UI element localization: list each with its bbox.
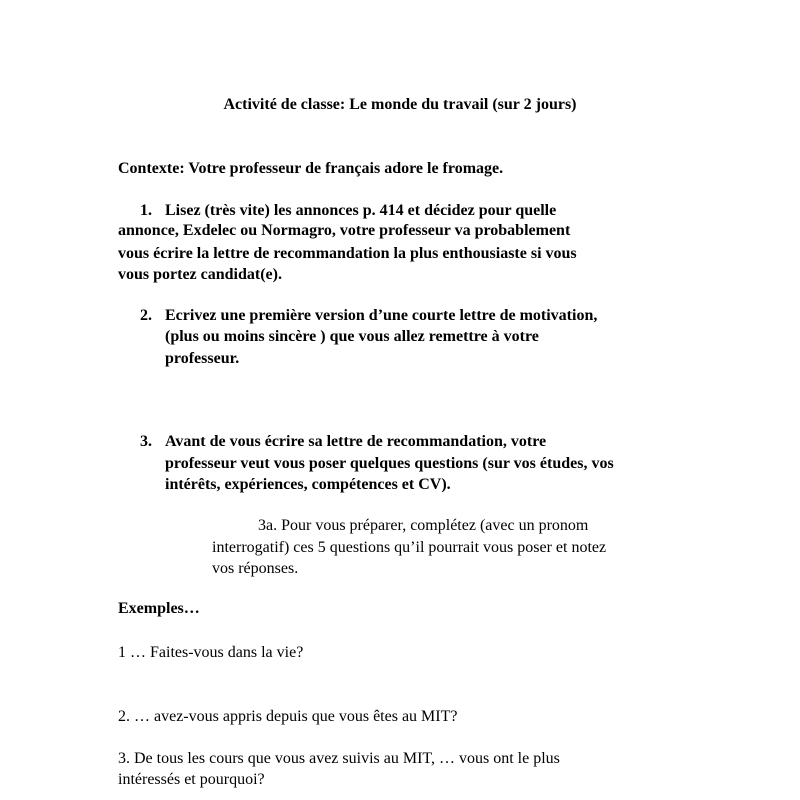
task-3-line: intérêts, expériences, compétences et CV). — [165, 476, 451, 493]
task-1-line: vous portez candidat(e). — [118, 266, 282, 283]
examples-heading: Exemples… — [118, 600, 200, 617]
example-item: 1 … Faites-vous dans la vie? — [118, 644, 304, 661]
example-item: 2. … avez-vous appris depuis que vous êtes au MIT? — [118, 708, 458, 725]
page-title: Activité de classe: Le monde du travail (sur 2 jours) — [223, 96, 577, 113]
task-1-line: vous écrire la lettre de recommandation la plus enthousiaste si vous — [118, 245, 577, 262]
example-item: 3. De tous les cours que vous avez suivis au MIT, … vous ont le plus — [118, 750, 560, 767]
task-2-line: (plus ou moins sincère ) que vous allez remettre à votre — [165, 328, 539, 345]
task-1-line: annonce, Exdelec ou Normagro, votre professeur va probablement — [118, 222, 571, 239]
task-3a-line: vos réponses. — [212, 560, 299, 577]
task-2-line: Ecrivez une première version d’une courte lettre de motivation, — [165, 307, 598, 324]
task-3-line: Avant de vous écrire sa lettre de recommandation, votre — [165, 433, 547, 450]
task-2-line: professeur. — [165, 350, 240, 367]
context-line: Contexte: Votre professeur de français adore le fromage. — [118, 160, 504, 177]
example-item: intéressés et pourquoi? — [118, 771, 265, 788]
task-1-line: Lisez (très vite) les annonces p. 414 et décidez pour quelle — [165, 202, 557, 219]
task-1-number: 1. — [140, 202, 152, 219]
task-3a-line: interrogatif) ces 5 questions qu’il pourrait vous poser et notez — [212, 539, 607, 556]
task-3a-line: 3a. Pour vous préparer, complétez (avec un pronom — [258, 517, 589, 534]
task-3-line: professeur veut vous poser quelques questions (sur vos études, vos — [165, 455, 614, 472]
task-2-number: 2. — [140, 307, 152, 324]
task-3-number: 3. — [140, 433, 152, 450]
